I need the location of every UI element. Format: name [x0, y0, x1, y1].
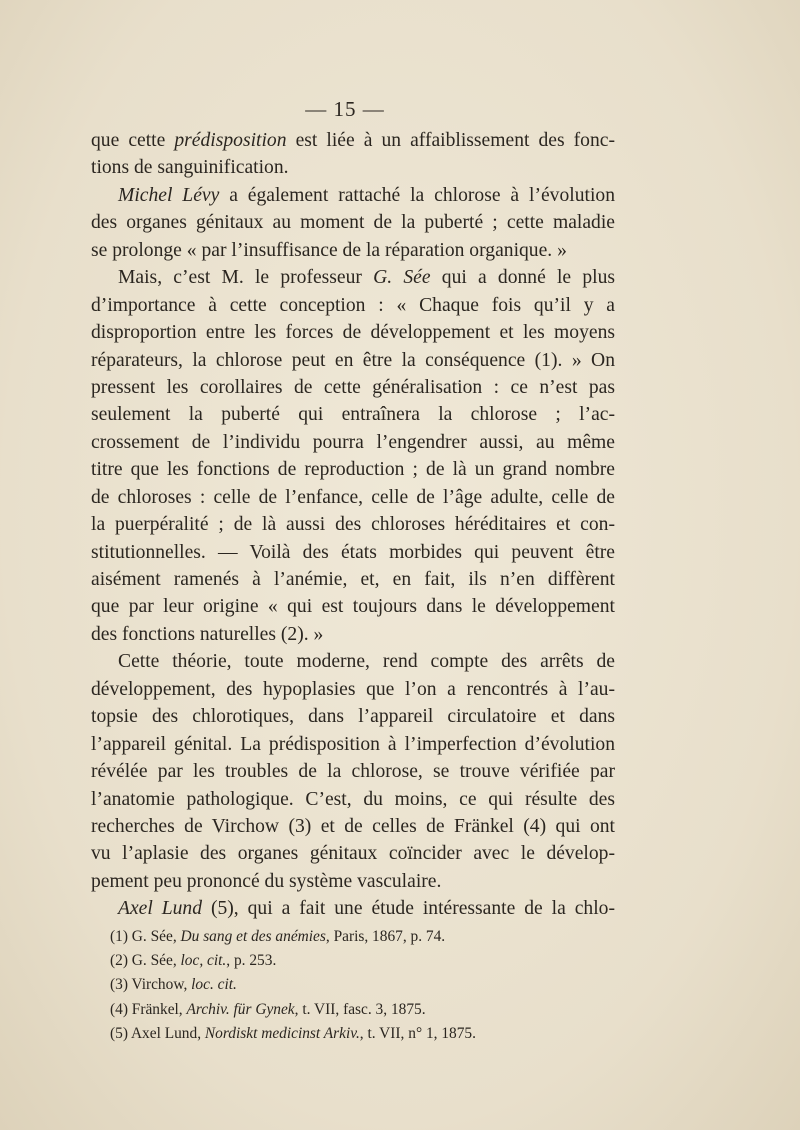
italic-text: Du sang et des anémies — [180, 928, 326, 945]
italic-text: Axel Lund — [118, 898, 203, 920]
text-line — [91, 539, 615, 566]
text-line — [91, 292, 615, 319]
text-run: développement, des hypoplasies que l’on a rencontrés à l’au- — [91, 678, 615, 700]
text-run: topsie des chlorotiques, dans l’appareil circulatoire et dans — [91, 706, 615, 728]
text-run: Mais, c’est M. le professeur — [118, 267, 374, 289]
text-line — [91, 648, 615, 675]
text-run: de chloroses : celle de l’enfance, celle de l’âge adulte, celle de — [91, 486, 615, 508]
text-run: que cette — [91, 130, 175, 151]
text-run: pement peu prononcé du système vasculaire. — [91, 870, 442, 892]
text-run: l’anatomie pathologique. C’est, du moins, ce qui résulte des — [91, 788, 615, 810]
text-line — [91, 676, 615, 703]
text-run: (2) G. Sée, — [110, 952, 181, 970]
italic-text: loc, cit. — [180, 952, 227, 970]
text-run: crossement de l’individu pourra l’engendrer aussi, au même — [91, 431, 615, 453]
text-line — [91, 374, 615, 401]
text-run: recherches de Virchow (3) et de celles de Fränkel (4) qui ont — [91, 815, 615, 837]
text-line — [91, 319, 615, 346]
text-run: est liée à un affaiblissement des fonc- — [286, 130, 615, 151]
text-run: se prolonge « par l’insuffisance de la réparation organique. » — [91, 239, 567, 261]
footnote — [110, 949, 630, 973]
italic-text: Nordiskt medicinst Arkiv. — [204, 1024, 360, 1042]
text-line — [91, 813, 615, 840]
text-run: (5), qui a fait une étude intéressante de la chlo- — [202, 898, 615, 920]
text-run: la puerpéralité ; de là aussi des chloroses héréditaires et con- — [91, 514, 615, 536]
text-line — [91, 456, 615, 483]
footnote — [110, 973, 630, 997]
text-run: seulement la puberté qui entraînera la chlorose ; l’ac- — [91, 404, 615, 426]
text-line — [91, 127, 615, 154]
text-run: disproportion entre les forces de développement et les moyens — [91, 322, 615, 344]
italic-text: Michel Lévy — [118, 184, 220, 206]
text-line — [91, 347, 615, 374]
text-run: , Paris, 1867, p. 74. — [325, 928, 446, 945]
text-run: (4) Fränkel, — [110, 1000, 187, 1018]
italic-text: prédisposition — [174, 130, 287, 151]
italic-text: G. Sée — [373, 267, 431, 289]
text-line — [91, 758, 615, 785]
footnote — [110, 925, 630, 949]
text-line — [91, 237, 615, 264]
text-run: tions de sanguinification. — [91, 157, 289, 179]
text-run: stitutionnelles. — Voilà des états morbides qui peuvent être — [91, 541, 615, 563]
text-run: , p. 253. — [226, 952, 277, 970]
text-run: pressent les corollaires de cette généralisation : ce n’est pas — [91, 376, 615, 398]
text-run: réparateurs, la chlorose peut en être la conséquence (1). » On — [91, 349, 615, 371]
italic-text: loc. cit. — [191, 976, 237, 994]
text-run: que par leur origine « qui est toujours dans le développement — [91, 596, 615, 618]
text-line — [91, 209, 615, 236]
text-line — [91, 593, 615, 620]
text-line — [91, 511, 615, 538]
italic-text: Archiv. für Gynek — [186, 1000, 295, 1018]
text-run: (3) Virchow, — [110, 976, 192, 994]
text-run: des organes génitaux au moment de la puberté ; cette maladie — [91, 212, 615, 234]
text-run: vu l’aplasie des organes génitaux coïncider avec le dévelop- — [91, 843, 615, 865]
text-line — [91, 429, 615, 456]
text-run: Cette théorie, toute moderne, rend compte des arrêts de — [118, 651, 615, 673]
text-line — [91, 703, 615, 730]
footnote — [110, 998, 630, 1022]
text-run: (5) Axel Lund, — [110, 1024, 205, 1042]
text-line — [91, 264, 615, 291]
text-run: (1) G. Sée, — [110, 928, 181, 945]
text-line — [91, 731, 615, 758]
text-run: aisément ramenés à l’anémie, et, en fait, ils n’en diffèrent — [91, 569, 615, 590]
text-run: des fonctions naturelles (2). » — [91, 623, 324, 645]
text-run: titre que les fonctions de reproduction ; de là un grand nombre — [91, 459, 615, 481]
text-line — [91, 868, 615, 895]
text-run: , t. VII, n° 1, 1875. — [359, 1024, 476, 1042]
text-line — [91, 182, 615, 209]
text-line — [91, 786, 615, 813]
text-line — [91, 484, 615, 511]
text-run: , t. VII, fasc. 3, 1875. — [294, 1000, 426, 1018]
page-number: — 15 — — [305, 97, 385, 121]
text-run: a également rattaché la chlorose à l’évolution — [219, 184, 615, 206]
text-run: révélée par les troubles de la chlorose, se trouve vérifiée par — [91, 761, 615, 783]
footnote — [110, 1022, 630, 1046]
text-run: l’appareil génital. La prédisposition à l’imperfection d’évolution — [91, 733, 615, 755]
text-line — [91, 840, 615, 867]
text-line — [91, 154, 615, 181]
text-line — [91, 621, 615, 648]
footnotes — [110, 925, 630, 1046]
text-run: qui a donné le plus — [430, 267, 615, 289]
text-line — [91, 401, 615, 428]
text-line — [91, 566, 615, 593]
text-line — [91, 895, 615, 922]
body-text — [91, 127, 615, 923]
text-run: d’importance à cette conception : « Chaque fois qu’il y a — [91, 294, 615, 316]
